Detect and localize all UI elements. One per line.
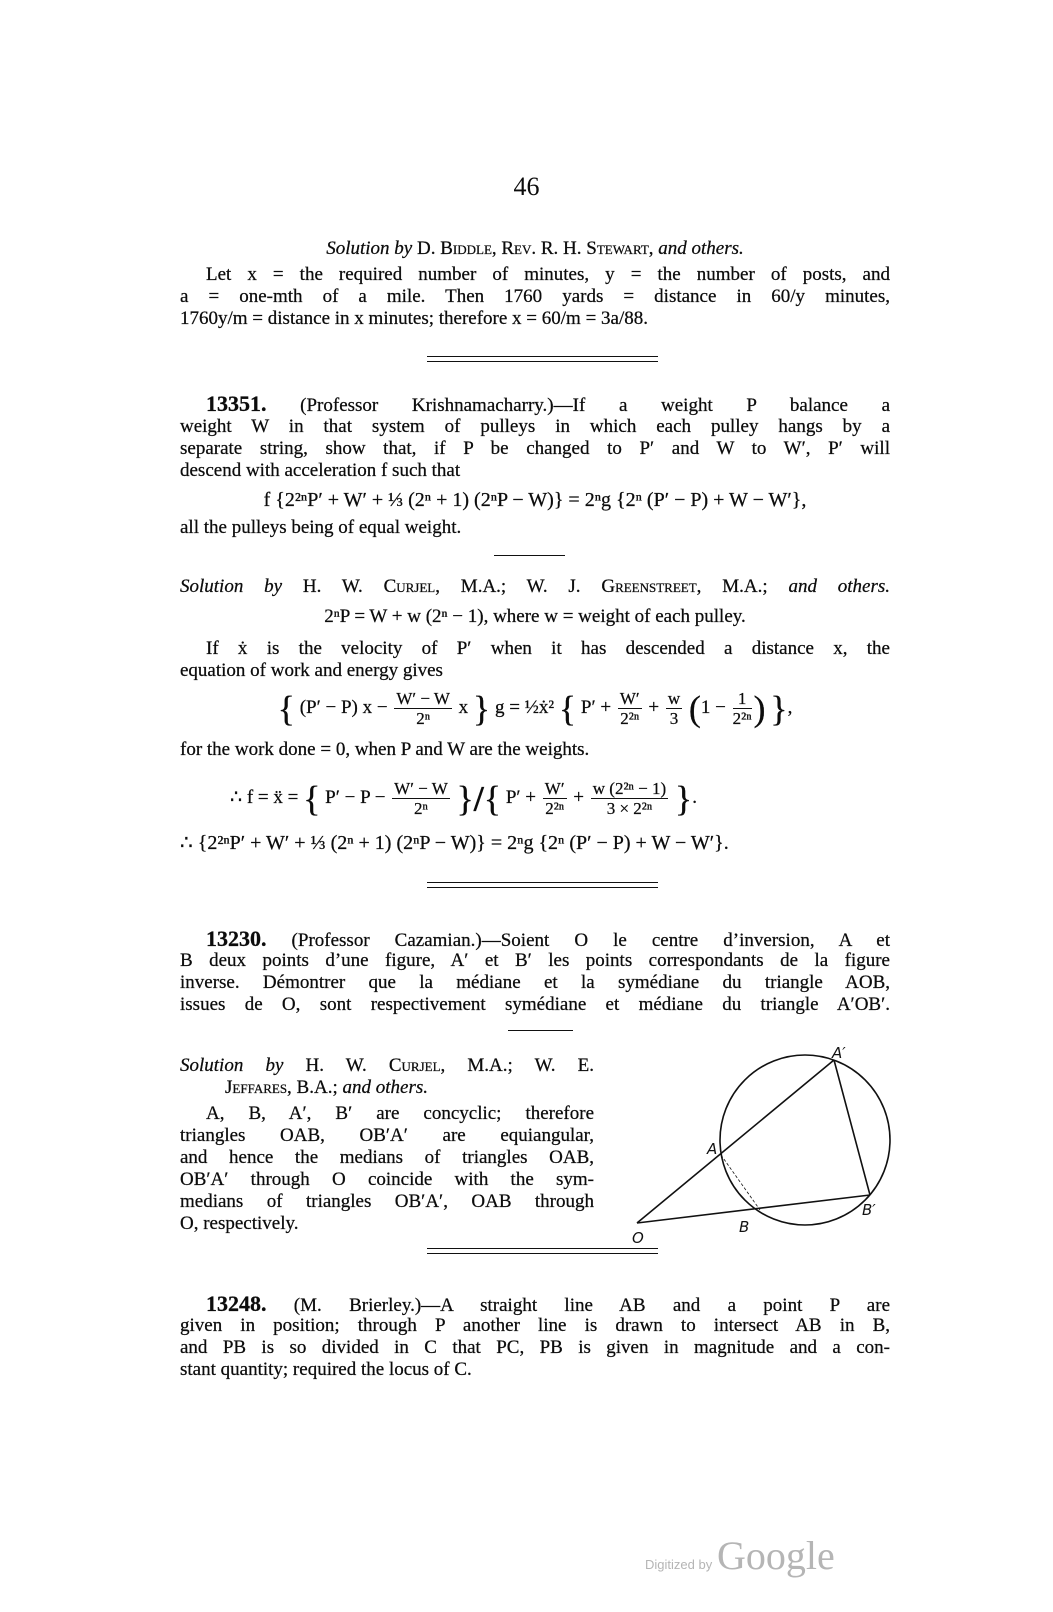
question-text: (Professor Cazamian.)—Soient O le centre d’inversion, A et bbox=[291, 930, 890, 951]
text-line: Let x = the required number of minutes, y = the number of posts, and bbox=[206, 264, 890, 285]
equation-acceleration: ∴ f = ẍ = { P′ − P − $\frac{W' - W}{\text{2ⁿ}}$ }/{ P′ + $\frac{W'}{\text{2²ⁿ}}$ + $\frac{\text{w (2²ⁿ − 1)}}{\text{3 × 2²ⁿ}}$ }. bbox=[230, 778, 697, 819]
watermark-text: Digitized by bbox=[645, 1557, 713, 1572]
solution-by-label: Solution by bbox=[180, 576, 283, 597]
short-rule-divider bbox=[508, 1030, 573, 1031]
solution-others: and others. bbox=[342, 1077, 428, 1098]
eq-term: , bbox=[787, 697, 793, 718]
text-line: and PB is so divided in C that PC, PB is given in magnitude and a con- bbox=[180, 1337, 890, 1358]
question-13230-line bbox=[180, 928, 890, 952]
solution-heading-cont bbox=[225, 1077, 935, 1099]
text-line: OB′A′ through O coincide with the sym- bbox=[180, 1169, 594, 1190]
label-o: O bbox=[632, 1229, 644, 1247]
solution-heading bbox=[180, 1055, 594, 1077]
question-number: 13351. bbox=[206, 391, 267, 416]
solution-heading bbox=[180, 576, 890, 598]
double-rule-divider bbox=[427, 882, 658, 888]
eq-term: P′ − P − bbox=[325, 787, 386, 808]
question-13351-line bbox=[180, 393, 890, 417]
eq-term: + bbox=[648, 697, 660, 718]
solution-by-label: Solution by bbox=[180, 1055, 284, 1076]
page-number: 46 bbox=[513, 172, 540, 201]
text-line: stant quantity; required the locus of C. bbox=[180, 1359, 472, 1380]
text-line: for the work done = 0, when P and W are the weights. bbox=[180, 739, 590, 760]
solution-authors: D. Biddle, Rev. R. H. Stewart, bbox=[417, 238, 654, 259]
double-rule-divider bbox=[427, 1248, 658, 1254]
solution-authors: Jeffares, B.A.; bbox=[225, 1077, 338, 1098]
text-line: and hence the medians of triangles OAB, bbox=[180, 1147, 594, 1168]
equation: ∴ {2²ⁿP′ + W′ + ⅓ (2ⁿ + 1) (2ⁿP − W)} = 2ⁿg {2ⁿ (P′ − P) + W − W′}. bbox=[180, 832, 729, 854]
fraction: $\frac{1}{\text{2²ⁿ}}$ bbox=[732, 689, 752, 729]
text-line: If ẋ is the velocity of P′ when it has descended a distance x, the bbox=[206, 638, 890, 659]
digitized-by-google-watermark bbox=[645, 1532, 835, 1579]
eq-term: x bbox=[458, 697, 469, 718]
text-line: descend with acceleration f such that bbox=[180, 460, 461, 481]
solution-heading bbox=[180, 238, 890, 260]
solution-others: and others. bbox=[658, 238, 744, 259]
text-line: triangles OAB, OB′A′ are equiangular, bbox=[180, 1125, 594, 1146]
fraction: $\frac{W' - W}{\text{2ⁿ}}$ bbox=[394, 779, 448, 819]
solution-others: and others. bbox=[788, 576, 890, 597]
solution-authors: H. W. Curjel, M.A.; W. E. bbox=[305, 1055, 594, 1076]
question-text: (M. Brierley.)—A straight line AB and a point P are bbox=[293, 1295, 890, 1316]
line-a-b bbox=[721, 1155, 760, 1210]
google-logo: Google bbox=[716, 1533, 835, 1578]
solution-by-label: Solution by bbox=[326, 238, 413, 259]
text-line: medians of triangles OB′A′, OAB through bbox=[180, 1191, 594, 1212]
question-number: 13230. bbox=[206, 926, 267, 951]
eq-term: / bbox=[473, 778, 484, 819]
eq-term: 1 − bbox=[700, 697, 726, 718]
eq-term: ∴ f = ẍ = bbox=[230, 787, 299, 808]
short-rule-divider bbox=[494, 555, 565, 556]
fraction: $\frac{W' - W}{\text{2ⁿ}}$ bbox=[396, 689, 450, 729]
eq-term: g = ½ẋ² bbox=[494, 697, 555, 718]
fraction: $\frac{\text{w (2²ⁿ − 1)}}{\text{3 × 2²ⁿ}}$ bbox=[592, 779, 667, 819]
eq-term: + bbox=[573, 787, 585, 808]
fraction: $\frac{W'}{\text{2²ⁿ}}$ bbox=[619, 689, 640, 729]
double-rule-divider bbox=[427, 356, 658, 362]
text-line: given in position; through P another line is drawn to intersect AB in B, bbox=[180, 1315, 890, 1336]
text-line: inverse. Démontrer que la médiane et la symédiane du triangle AOB, bbox=[180, 972, 890, 993]
fraction: $\frac{W'}{\text{2²ⁿ}}$ bbox=[544, 779, 565, 819]
text-line: a = one-mth of a mile. Then 1760 yards = distance in 60/y minutes, bbox=[180, 286, 890, 307]
fraction: $\frac{w}{3}$ bbox=[667, 689, 681, 729]
eq-term: P′ + bbox=[505, 787, 537, 808]
eq-term: (P′ − P) x − bbox=[299, 697, 388, 718]
equation: 2ⁿP = W + w (2ⁿ − 1), where w = weight of each pulley. bbox=[324, 606, 746, 627]
eq-term: P′ + bbox=[580, 697, 612, 718]
label-b: B bbox=[739, 1218, 750, 1236]
text-line: O, respectively. bbox=[180, 1213, 299, 1234]
solution-authors: H. W. Curjel, M.A.; W. J. Greenstreet, M.A.; bbox=[302, 576, 768, 597]
text-line: all the pulleys being of equal weight. bbox=[180, 517, 462, 538]
question-13248-line bbox=[180, 1293, 890, 1317]
eq-term: . bbox=[692, 787, 697, 808]
equation-work-energy: { (P′ − P) x − $\frac{W' - W}{\text{2ⁿ}}$ x } g = ½ẋ² { P′ + $\frac{W'}{\text{2²ⁿ}}$ + $\frac{w}{3}$ (1 − $\frac{1}{\text{2²ⁿ}}$ ) }, bbox=[277, 688, 793, 729]
label-a: A bbox=[707, 1140, 718, 1158]
text-line: equation of work and energy gives bbox=[180, 660, 443, 681]
label-a-prime: A′ bbox=[832, 1044, 846, 1062]
equation: f {2²ⁿP′ + W′ + ⅓ (2ⁿ + 1) (2ⁿP − W)} = 2ⁿg {2ⁿ (P′ − P) + W − W′}, bbox=[263, 489, 807, 511]
text-line: A, B, A′, B′ are concyclic; therefore bbox=[206, 1103, 594, 1124]
label-b-prime: B′ bbox=[862, 1201, 876, 1219]
text-line: weight W in that system of pulleys in which each pulley hangs by a bbox=[180, 416, 890, 437]
text-line: issues de O, sont respectivement symédiane et médiane du triangle A′OB′. bbox=[180, 994, 890, 1015]
question-number: 13248. bbox=[206, 1291, 267, 1316]
text-line: B deux points d’une figure, A′ et B′ les points correspondants de la figure bbox=[180, 950, 890, 971]
question-text: (Professor Krishnamacharry.)—If a weight P balance a bbox=[300, 395, 890, 416]
text-line: 1760y/m = distance in x minutes; therefore x = 60/m = 3a/88. bbox=[180, 308, 649, 329]
text-line: separate string, show that, if P be changed to P′ and W to W′, P′ will bbox=[180, 438, 890, 459]
